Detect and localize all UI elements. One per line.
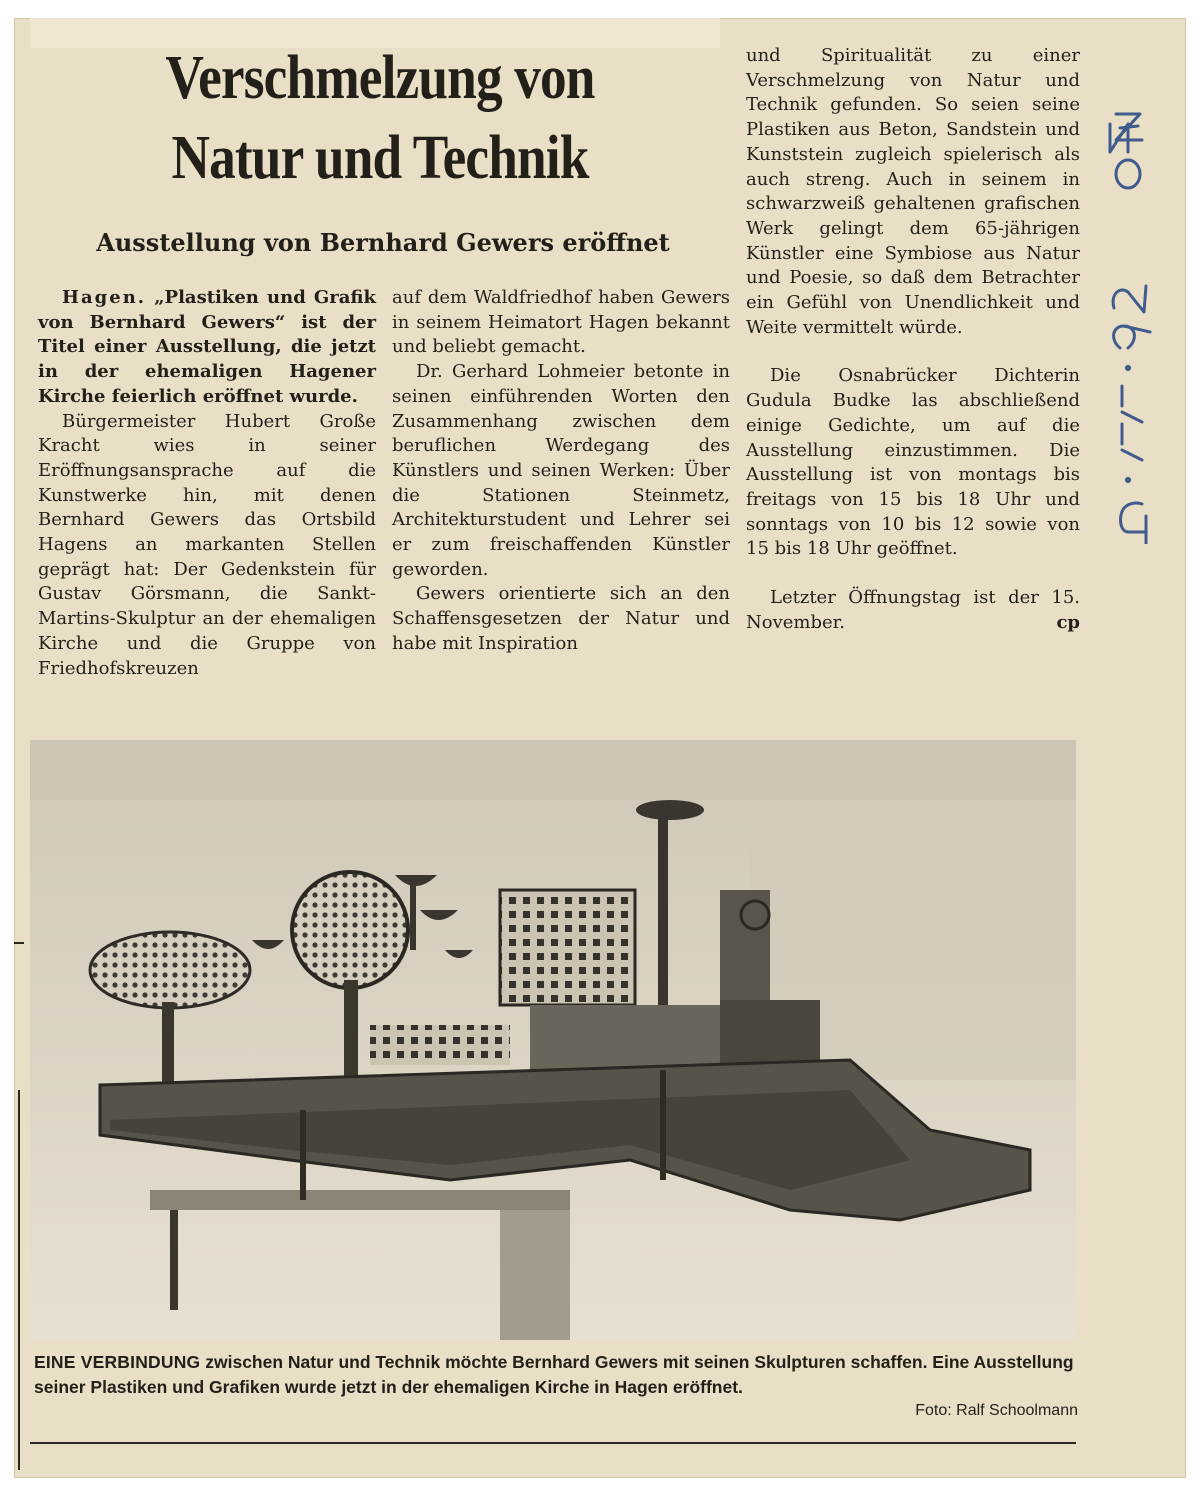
body-paragraph: Bürgermeister Hubert Große Kracht wies in seiner Eröffnungsansprache auf die Kunstwerke hin, mit denen Bernhard Gewers das Ortsbild Hagens an markanten Stellen geprägt hat: Der Gedenkstein für Gustav Görsmann, die Sankt-Martins-Skulptur an der ehemaligen Kirche und die Gruppe von Friedhofskreuzen <box>38 410 376 679</box>
body-paragraph: Gewers orientierte sich an den Schaffensgesetzen der Natur und habe mit Inspiration <box>392 583 730 654</box>
lead-place: Hagen. <box>62 287 147 308</box>
headline-line-1: Verschmelzung von <box>165 44 595 112</box>
headline <box>88 38 673 198</box>
caption-label: EINE VERBINDUNG <box>34 1352 201 1372</box>
lead-text: „Plastiken und Grafik von Bernhard Gewers“ ist der Titel einer Ausstellung, die jetzt in der ehemaligen Hagener Kirche feierlich eröffnet wurde. <box>38 287 376 407</box>
left-tick <box>14 942 24 944</box>
subheadline: Ausstellung von Bernhard Gewers eröffnet <box>96 228 670 257</box>
headline-line-2: Natur und Technik <box>171 124 589 192</box>
body-paragraph: Die Osnabrücker Dichterin Gudula Budke las abschließend einige Gedichte, um auf die Ausstellung einzustimmen. Die Ausstellung ist von montags bis freitags von 15 bis 18 Uhr und sonntags von 10 bis 12 sowie von 15 bis 18 Uhr geöffnet. <box>746 365 1080 560</box>
body-paragraph: und Spiritualität zu einer Verschmelzung von Natur und Technik gefunden. So seien seine Plastiken aus Beton, Sandstein und Kunststein zugleich spielerisch als auch streng. Auch in seinem in schwarzweiß gehaltenen grafischen Werk gelingt dem 65-jährigen Künstler eine Symbiose aus Natur und Poesie, so daß dem Betrachter ein Gefühl von Unendlichkeit und Weite vermittelt würde. <box>746 45 1080 338</box>
article-column-1 <box>38 286 376 681</box>
photo-caption <box>34 1350 1080 1400</box>
closing-paragraph <box>746 586 1080 635</box>
author-initials: cp <box>1056 611 1080 633</box>
body-paragraph: Dr. Gerhard Lohmeier betonte in seinen einführenden Worten den Zusammenhang zwischen dem beruflichen Werdegang des Künstlers und seinen Werken: Über die Stationen Steinmetz, Architekturstudent und Lehrer sei er zum freischaffenden Künstler geworden. <box>392 361 730 580</box>
bottom-rule <box>30 1442 1076 1444</box>
article-column-2 <box>392 286 730 657</box>
left-margin-rule <box>18 1090 20 1470</box>
closing-text: Letzter Öffnungstag ist der 15. November. <box>746 587 1080 633</box>
lead-paragraph <box>38 286 376 410</box>
photo-credit: Foto: Ralf Schoolmann <box>915 1402 1078 1419</box>
sculpture-illustration <box>30 740 1076 1340</box>
handwritten-date-note <box>1080 104 1160 544</box>
article-column-3 <box>746 44 1080 635</box>
body-paragraph: auf dem Waldfriedhof haben Gewers in seinem Heimatort Hagen bekannt und beliebt gemacht. <box>392 287 730 358</box>
caption-text: zwischen Natur und Technik möchte Bernhard Gewers mit seinen Skulpturen schaffen. Eine Ausstellung seiner Plastiken und Grafiken wurde jetzt in der ehemaligen Kirche in Hagen eröffnet. <box>34 1352 1074 1397</box>
bleed-through-top <box>690 24 730 194</box>
sculpture-photo <box>30 740 1076 1340</box>
